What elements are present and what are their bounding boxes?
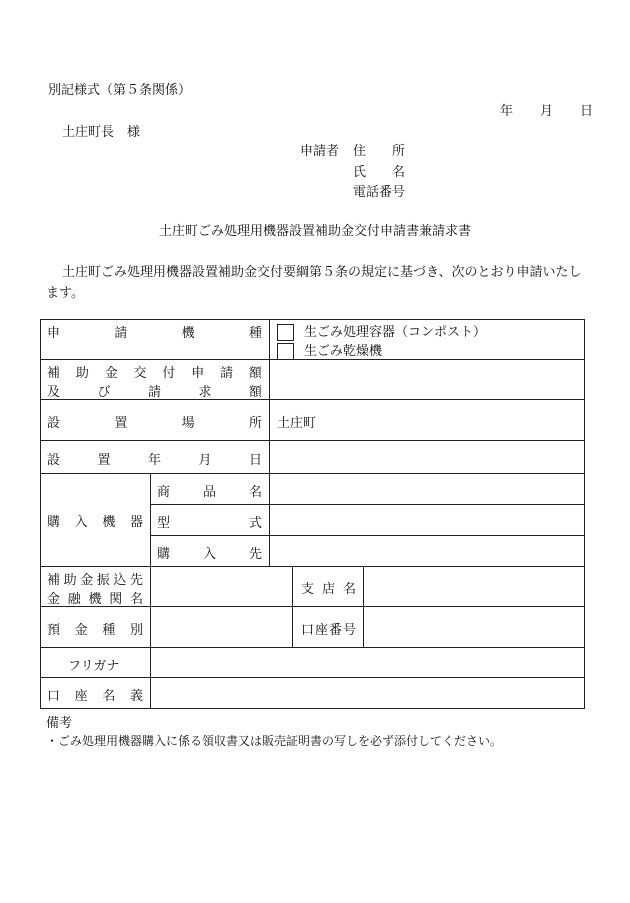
- amount-label-line1: 補 助 金 交 付 申 請 額: [47, 366, 262, 381]
- location-label: 設 置 場 所: [47, 416, 262, 431]
- bank-label-line2: 金 融 機 関 名: [47, 592, 143, 607]
- compost-checkbox[interactable]: [277, 324, 294, 341]
- model-field[interactable]: [270, 505, 584, 535]
- date-day: 日: [579, 104, 593, 119]
- applicant-prefix: 申請者: [300, 144, 340, 159]
- account-holder-label: 口 座 名 義: [47, 689, 143, 704]
- dryer-checkbox[interactable]: [277, 343, 294, 360]
- applicant-phone-label: 電話番号: [353, 185, 406, 200]
- addressee: 土庄町長 様: [62, 125, 141, 140]
- model-label: 型 式: [157, 516, 262, 531]
- notes-item: ・ごみ処理用機器購入に係る領収書又は販売証明書の写しを必ず添付してください。: [46, 734, 503, 748]
- deposit-type-label: 預 金 種 別: [47, 623, 143, 638]
- option-dryer: [277, 340, 382, 360]
- option-dryer-label: 生ごみ乾燥機: [304, 344, 383, 359]
- bank-label-line1: 補 助 金 振 込 先: [47, 573, 143, 588]
- body-text-line1: 土庄町ごみ処理用機器設置補助金交付要綱第５条の規定に基づき、次のとおり申請いたし: [62, 265, 582, 280]
- account-number-label: 口 座 番 号: [301, 623, 356, 638]
- page-title: 土庄町ごみ処理用機器設置補助金交付申請書兼請求書: [159, 224, 472, 239]
- notes-heading: 備考: [46, 716, 73, 731]
- furigana-label: フリガナ: [68, 659, 120, 674]
- option-compost: [277, 321, 486, 341]
- date-year: 年: [500, 104, 514, 119]
- account-number-field[interactable]: [364, 607, 584, 647]
- install-date-label: 設 置 年 月 日: [47, 453, 262, 468]
- account-holder-field[interactable]: [151, 678, 584, 708]
- amount-field[interactable]: [270, 360, 584, 399]
- device-type-label: 申 請 機 種: [47, 326, 262, 341]
- purchase-device-label: 購 入 機 器: [47, 515, 143, 530]
- application-table: [40, 319, 585, 709]
- deposit-type-field[interactable]: [151, 607, 292, 647]
- body-text-line2: ます。: [46, 286, 84, 301]
- furigana-field[interactable]: [151, 648, 584, 677]
- option-compost-label: 生ごみ処理容器（コンポスト）: [304, 325, 487, 340]
- date-line: [500, 100, 593, 119]
- product-name-field[interactable]: [270, 474, 584, 504]
- product-name-label: 商 品 名: [157, 485, 262, 500]
- branch-field[interactable]: [364, 567, 584, 606]
- applicant-name-label: 氏 名: [353, 165, 406, 180]
- branch-label: 支 店 名: [301, 582, 356, 597]
- bank-name-field[interactable]: [151, 567, 292, 606]
- amount-label-line2: 及 び 請 求 額: [47, 385, 262, 400]
- install-date-field[interactable]: [270, 441, 584, 473]
- date-month: 月: [539, 104, 553, 119]
- store-field[interactable]: [270, 536, 584, 566]
- applicant-address-label: 住 所: [353, 144, 406, 159]
- location-value[interactable]: 土庄町: [277, 416, 317, 431]
- store-label: 購 入 先: [157, 547, 262, 562]
- style-reference: 別記様式（第５条関係）: [48, 83, 192, 98]
